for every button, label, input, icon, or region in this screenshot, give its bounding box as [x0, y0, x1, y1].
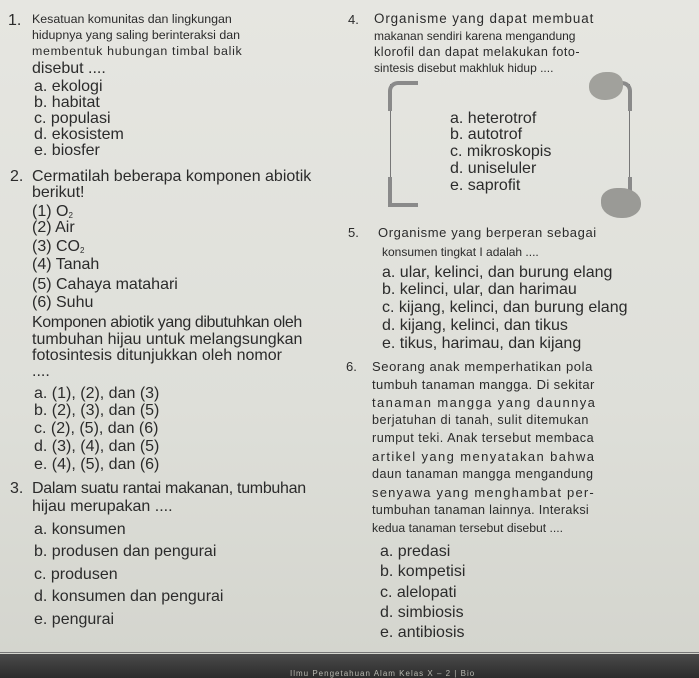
q3-option-d[interactable]: d. konsumen dan pengurai — [34, 588, 224, 605]
q6-option-b[interactable]: b. kompetisi — [380, 563, 466, 580]
q1-option-d[interactable]: d. ekosistem — [34, 126, 124, 143]
q1-option-b[interactable]: b. habitat — [34, 94, 100, 111]
q4-option-e[interactable]: e. saprofit — [450, 177, 521, 194]
q2-text-line: Cermatilah beberapa komponen abiotik — [32, 168, 312, 185]
q6-text-line: berjatuhan di tanah, sulit ditemukan — [372, 413, 589, 427]
q4-text-line: sintesis disebut makhluk hidup .... — [374, 61, 554, 75]
q2-component-2: (2) Air — [32, 219, 75, 236]
q2-component-5: (5) Cahaya matahari — [32, 276, 178, 293]
q3-number: 3. — [10, 480, 24, 497]
q5-option-e[interactable]: e. tikus, harimau, dan kijang — [382, 335, 582, 352]
q4-text-line: makanan sendiri karena mengandung — [374, 29, 576, 43]
q3-option-a[interactable]: a. konsumen — [34, 521, 126, 538]
q5-option-c[interactable]: c. kijang, kelinci, dan burung elang — [382, 299, 628, 316]
frame-corner — [388, 177, 418, 207]
q6-option-d[interactable]: d. simbiosis — [380, 604, 464, 621]
q4-text-line: klorofil dan dapat melakukan foto- — [374, 45, 581, 59]
q1-option-a[interactable]: a. ekologi — [34, 78, 103, 95]
q4-option-a[interactable]: a. heterotrof — [450, 110, 537, 127]
q4-option-d[interactable]: d. uniseluler — [450, 160, 537, 177]
q6-text-line: rumput teki. Anak tersebut membaca — [372, 431, 595, 445]
q2-question-line: fotosintesis ditunjukkan oleh nomor — [32, 347, 282, 364]
q5-option-a[interactable]: a. ular, kelinci, dan burung elang — [382, 264, 613, 281]
q2-question-line: .... — [32, 363, 50, 380]
q6-text-line: daun tanaman mangga mengandung — [372, 467, 594, 481]
page-divider — [0, 652, 699, 653]
q2-text-line: berikut! — [32, 184, 85, 201]
q3-text-line: Dalam suatu rantai makanan, tumbuhan — [32, 480, 306, 497]
q3-text-line: hijau merupakan .... — [32, 498, 173, 515]
frame-corner — [388, 81, 418, 111]
q2-question-line: tumbuhan hijau untuk melangsungkan — [32, 331, 303, 348]
q2-component-1: (1) $O_2$ — [32, 203, 73, 220]
q3-option-c[interactable]: c. produsen — [34, 566, 118, 583]
q4-option-b[interactable]: b. autotrof — [450, 126, 523, 143]
q6-text-line: kedua tanaman tersebut disebut .... — [372, 521, 564, 535]
q6-text-line: tumbuh tanaman mangga. Di sekitar — [372, 377, 595, 392]
q2-component-3: (3) $CO_2$ — [32, 238, 85, 255]
q6-text-line: senyawa yang menghambat per- — [372, 485, 595, 500]
q5-option-b[interactable]: b. kelinci, ular, dan harimau — [382, 281, 577, 298]
q5-text-line: konsumen tingkat I adalah .... — [382, 245, 539, 259]
q1-text-line: disebut .... — [32, 60, 106, 77]
frame-ornament — [601, 188, 641, 218]
q2-option-b[interactable]: b. (2), (3), dan (5) — [34, 402, 160, 419]
q5-number: 5. — [348, 225, 359, 240]
q6-text-line: tumbuhan tanaman lainnya. Interaksi — [372, 503, 590, 517]
q6-option-c[interactable]: c. alelopati — [380, 584, 457, 601]
q4-option-c[interactable]: c. mikroskopis — [450, 143, 552, 160]
q3-option-e[interactable]: e. pengurai — [34, 611, 115, 628]
q6-text-line: tanaman mangga yang daunnya — [372, 395, 597, 410]
q4-number: 4. — [348, 12, 359, 27]
q6-option-e[interactable]: e. antibiosis — [380, 624, 465, 641]
q2-option-e[interactable]: e. (4), (5), dan (6) — [34, 456, 160, 473]
q1-option-c[interactable]: c. populasi — [34, 110, 111, 127]
frame-ornament — [589, 72, 623, 100]
q1-text-line: membentuk hubungan timbal balik — [32, 44, 243, 58]
q2-component-6: (6) Suhu — [32, 294, 94, 311]
q1-text-line: Kesatuan komunitas dan lingkungan — [32, 12, 232, 26]
q2-option-d[interactable]: d. (3), (4), dan (5) — [34, 438, 160, 455]
q2-component-4: (4) Tanah — [32, 256, 100, 273]
q6-text-line: Seorang anak memperhatikan pola — [372, 359, 593, 374]
q2-option-c[interactable]: c. (2), (5), dan (6) — [34, 420, 159, 437]
q1-option-e[interactable]: e. biosfer — [34, 142, 100, 159]
q2-number: 2. — [10, 168, 24, 185]
q4-text-line: Organisme yang dapat membuat — [374, 11, 595, 26]
page-footer: Ilmu Pengetahuan Alam Kelas X – 2 | Bio — [290, 669, 476, 678]
q1-text-line: hidupnya yang saling berinteraksi dan — [32, 28, 241, 42]
q3-option-b[interactable]: b. produsen dan pengurai — [34, 543, 217, 560]
q6-text-line: artikel yang menyatakan bahwa — [372, 449, 596, 464]
q6-option-a[interactable]: a. predasi — [380, 543, 451, 560]
q5-text-line: Organisme yang berperan sebagai — [378, 225, 597, 240]
q6-number: 6. — [346, 359, 357, 374]
q1-number: 1. — [8, 12, 22, 29]
q2-option-a[interactable]: a. (1), (2), dan (3) — [34, 385, 160, 402]
q5-option-d[interactable]: d. kijang, kelinci, dan tikus — [382, 317, 568, 334]
q2-question-line: Komponen abiotik yang dibutuhkan oleh — [32, 314, 302, 331]
